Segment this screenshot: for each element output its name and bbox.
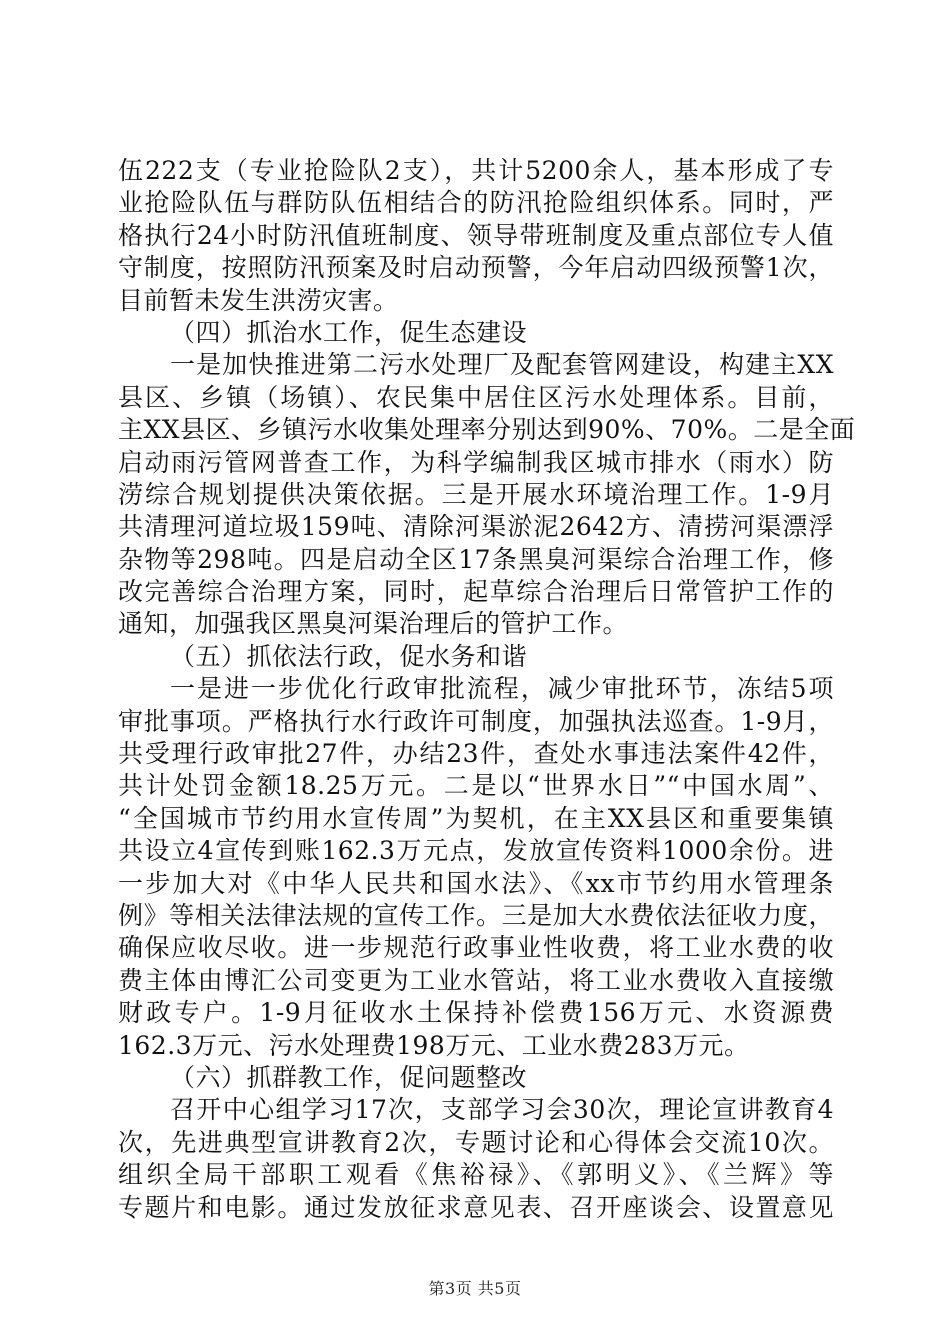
paragraph-line: 召开中心组学习17次，支部学习会30次，理论宣讲教育4 <box>170 1095 834 1125</box>
paragraph-line: 共受理行政审批27件，办结23件，查处水事违法案件42件， <box>118 739 834 769</box>
page-footer <box>0 1276 950 1299</box>
paragraph-line: 主XX县区、乡镇污水收集处理率分别达到90%、70%。二是全面 <box>118 415 856 445</box>
paragraph-line: 共设立4宣传到账162.3万元点，发放宣传资料1000余份。进 <box>118 836 834 866</box>
paragraph-line: 例》等相关法律法规的宣传工作。三是加大水费依法征收力度， <box>118 900 834 930</box>
paragraph-line: 一是加快推进第二污水处理厂及配套管网建设，构建主XX <box>170 350 834 380</box>
paragraph-line: 一步加大对《中华人民共和国水法》、《xx市节约用水管理条 <box>118 868 834 898</box>
paragraph-line: 确保应收尽收。进一步规范行政事业性收费，将工业水费的收 <box>118 933 834 963</box>
paragraph-line: 伍222支（专业抢险队2支），共计5200余人，基本形成了专 <box>118 156 834 185</box>
paragraph-line: 目前暂未发生洪涝灾害。 <box>118 285 399 315</box>
paragraph-line: 审批事项。严格执行水行政许可制度，加强执法巡查。1-9月， <box>118 706 834 736</box>
paragraph-line: 涝综合规划提供决策依据。三是开展水环境治理工作。1-9月 <box>118 479 834 509</box>
section-heading: （六）抓群教工作，促问题整改 <box>170 1062 528 1092</box>
paragraph-line: 改完善综合治理方案，同时，起草综合治理后日常管护工作的 <box>118 577 834 607</box>
paragraph-line: 共计处罚金额18.25万元。二是以“世界水日”“中国水周”、 <box>118 771 834 801</box>
paragraph-line: 财政专户。1-9月征收水土保持补偿费156万元、水资源费 <box>118 998 834 1028</box>
paragraph-line: 组织全局干部职工观看《焦裕禄》、《郭明义》、《兰辉》等 <box>118 1160 834 1190</box>
paragraph-line: 格执行24小时防汛值班制度、领导带班制度及重点部位专人值 <box>118 220 834 250</box>
paragraph-line: 一是进一步优化行政审批流程，减少审批环节，冻结5项 <box>170 674 834 704</box>
paragraph-line: 县区、乡镇（场镇）、农民集中居住区污水处理体系。目前， <box>118 382 834 412</box>
section-heading: （四）抓治水工作，促生态建设 <box>170 317 528 347</box>
paragraph-line: 专题片和电影。通过发放征求意见表、召开座谈会、设置意见 <box>118 1192 834 1222</box>
paragraph-line: 共清理河道垃圾159吨、清除河渠淤泥2642方、清捞河渠漂浮 <box>118 512 834 542</box>
paragraph-line: 启动雨污管网普查工作，为科学编制我区城市排水（雨水）防 <box>118 447 834 477</box>
section-heading: （五）抓依法行政，促水务和谐 <box>170 641 528 671</box>
page-number-label: 第3页 共5页 <box>428 1279 522 1298</box>
paragraph-line: 杂物等298吨。四是启动全区17条黑臭河渠综合治理工作，修 <box>118 544 834 574</box>
paragraph-line: “全国城市节约用水宣传周”为契机，在主XX县区和重要集镇 <box>118 803 834 833</box>
paragraph-line: 守制度，按照防汛预案及时启动预警，今年启动四级预警1次， <box>118 253 834 283</box>
paragraph-line: 162.3万元、污水处理费198万元、工业水费283万元。 <box>118 1030 750 1060</box>
paragraph-line: 通知，加强我区黑臭河渠治理后的管护工作。 <box>118 609 629 639</box>
paragraph-line: 费主体由博汇公司变更为工业水管站，将工业水费收入直接缴 <box>118 965 834 995</box>
paragraph-line: 次，先进典型宣讲教育2次，专题讨论和心得体会交流10次。 <box>118 1127 834 1157</box>
paragraph-line: 业抢险队伍与群防队伍相结合的防汛抢险组织体系。同时，严 <box>118 188 834 218</box>
document-body <box>118 155 856 1224</box>
